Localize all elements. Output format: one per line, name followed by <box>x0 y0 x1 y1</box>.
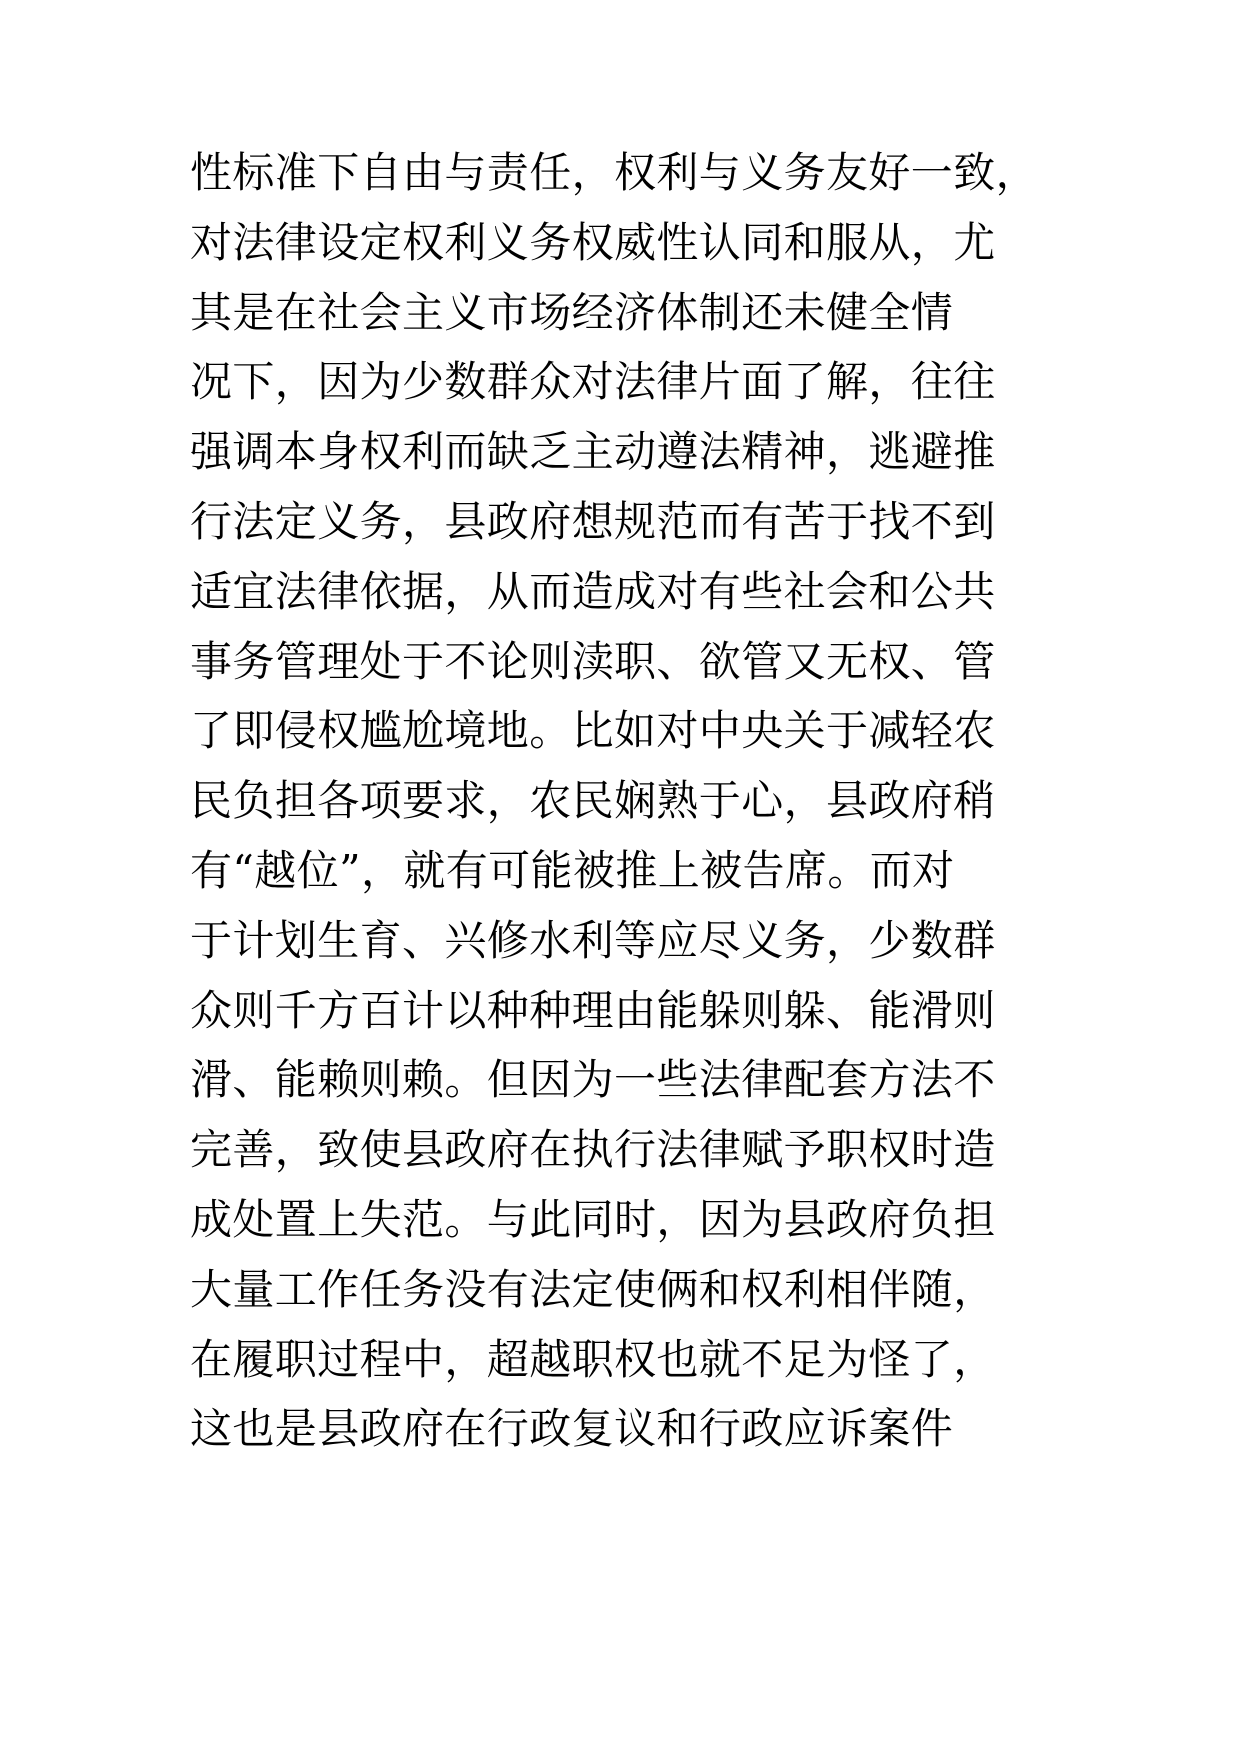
text-line-9: 了即侵权尴尬境地。比如对中央关于减轻农 <box>190 706 996 756</box>
text-line-3: 其是在社会主义市场经济体制还未健全情 <box>190 287 954 337</box>
text-line-12: 于计划生育、兴修水利等应尽义务，少数群 <box>190 915 996 965</box>
text-line-17: 大量工作任务没有法定使俩和权利相伴随， <box>190 1264 996 1314</box>
text-line-14: 滑、能赖则赖。但因为一些法律配套方法不 <box>190 1055 996 1105</box>
text-line-18: 在履职过程中，超越职权也就不足为怪了， <box>190 1334 996 1384</box>
text-line-5: 强调本身权利而缺乏主动遵法精神，逃避推 <box>190 427 996 477</box>
text-line-2: 对法律设定权利义务权威性认同和服从，尤 <box>190 217 996 267</box>
text-line-15: 完善，致使县政府在执行法律赋予职权时造 <box>190 1125 996 1175</box>
text-line-13: 众则千方百计以种种理由能躲则躲、能滑则 <box>190 985 996 1035</box>
text-line-16: 成处置上失范。与此同时，因为县政府负担 <box>190 1194 996 1244</box>
text-line-19: 这也是县政府在行政复议和行政应诉案件 <box>190 1404 954 1454</box>
text-line-8: 事务管理处于不论则渎职、欲管又无权、管 <box>190 636 996 686</box>
text-line-1: 性标准下自由与责任，权利与义务友好一致， <box>190 148 1039 197</box>
text-line-6: 行法定义务，县政府想规范而有苦于找不到 <box>190 496 996 546</box>
text-line-11: 有“越位”，就有可能被推上被告席。而对 <box>190 845 955 895</box>
text-line-10: 民负担各项要求，农民娴熟于心，县政府稍 <box>190 776 996 826</box>
text-line-7: 适宜法律依据，从而造成对有些社会和公共 <box>190 566 996 616</box>
body-text <box>190 138 1150 1464</box>
text-line-4: 况下，因为少数群众对法律片面了解，往往 <box>190 357 996 407</box>
